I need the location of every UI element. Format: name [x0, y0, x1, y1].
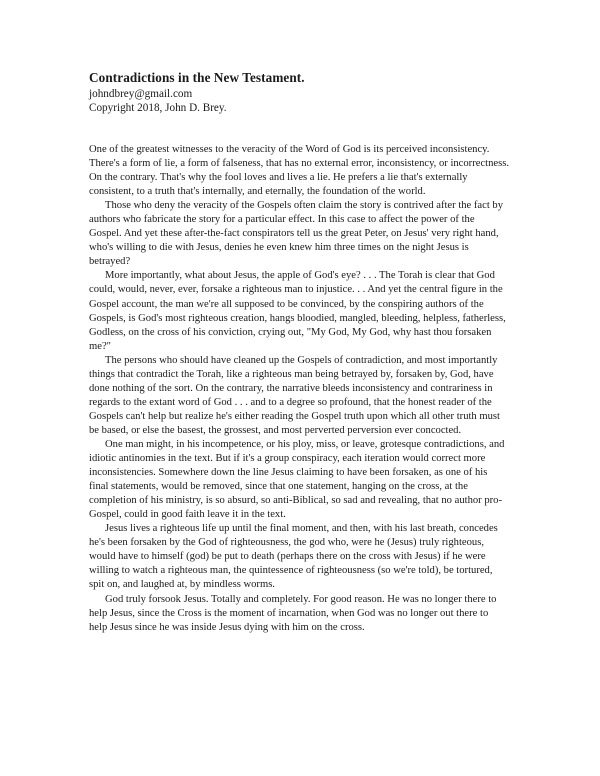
- body-paragraph-7: God truly forsook Jesus. Totally and completely. For good reason. He was no longer there to help Jesus, since the Cross is the moment of incarnation, when God was no longer out there to help Jesus since he was inside Jesus dying with him on the cross.: [89, 593, 497, 633]
- author-email: johndbrey@gmail.com: [89, 88, 193, 100]
- body-paragraph-1: One of the greatest witnesses to the veracity of the Word of God is its perceived inconsistency. There's a form of lie, a form of falseness, that has no external error, inconsistency, or incorrectness. On the contrary. That's why the fool loves and lives a lie. He prefers a lie that's externally consistent, to a truth that's internally, and eternally, the foundation of the world.: [89, 144, 509, 198]
- body-paragraph-2: Those who deny the veracity of the Gospels often claim the story is contrived after the fact by authors who fabricate the story for a particular effect. In this case to affect the power of the Gospel. And yet these after-the-fact conspirators tell us the great Peter, on Jesus' very right hand, who's willing to die with Jesus, denies he even knew him three times on the night Jesus is betrayed?: [89, 200, 504, 268]
- body-paragraph-4: The persons who should have cleaned up the Gospels of contradiction, and most importantly things that contradict the Torah, like a righteous man being betrayed by, forsaken by, God, have done nothing of the sort. On the contrary, the narrative bleeds inconsistency and contrariness in regards to the extant word of God . . . and to a degree so profound, that the honest reader of the Gospels can't help but realize he's either reading the Gospel truth upon which all other truth must be based, or else the basest, the grossest, and most perverted perversion ever concocted.: [89, 354, 500, 436]
- document-body: [89, 143, 509, 635]
- document-page: [89, 70, 509, 635]
- body-paragraph-5: One man might, in his incompetence, or his ploy, miss, or leave, grotesque contradictions, and idiotic antinomies in the text. But if it's a group conspiracy, each iteration would correct more inconsistencies. Somewhere down the line Jesus claiming to have been forsaken, as one of his final statements, would be removed, since that one statement, hanging on the cross, at the completion of his ministry, is so absurd, so anti-Biblical, so sad and revealing, that no author pro-Gospel, could in good faith leave it in the text.: [89, 438, 505, 521]
- copyright-line: Copyright 2018, John D. Brey.: [89, 102, 227, 114]
- document-title: Contradictions in the New Testament.: [89, 70, 305, 85]
- body-paragraph-3: More importantly, what about Jesus, the apple of God's eye? . . . The Torah is clear that God could, would, never, ever, forsake a righteous man to injustice. . . And yet the central figure in the Gospel account, the man we're all supposed to be convinced, by the conspiring authors of the Gospels, is God's most righteous creation, hangs bloodied, mangled, bleeding, helpless, fatherless, Godless, on the cross of his conviction, crying out, "My God, My God, why hast thou forsaken me?": [89, 270, 506, 352]
- body-paragraph-6: Jesus lives a righteous life up until the final moment, and then, with his last breath, concedes he's been forsaken by the God of righteousness, the god who, were he (Jesus) truly righteous, would have to himself (god) be put to death (perhaps there on the cross with Jesus) if he were willing to watch a righteous man, the quintessence of righteousness (so we're told), be tortured, spit on, and laughed at, by mindless worms.: [89, 523, 498, 591]
